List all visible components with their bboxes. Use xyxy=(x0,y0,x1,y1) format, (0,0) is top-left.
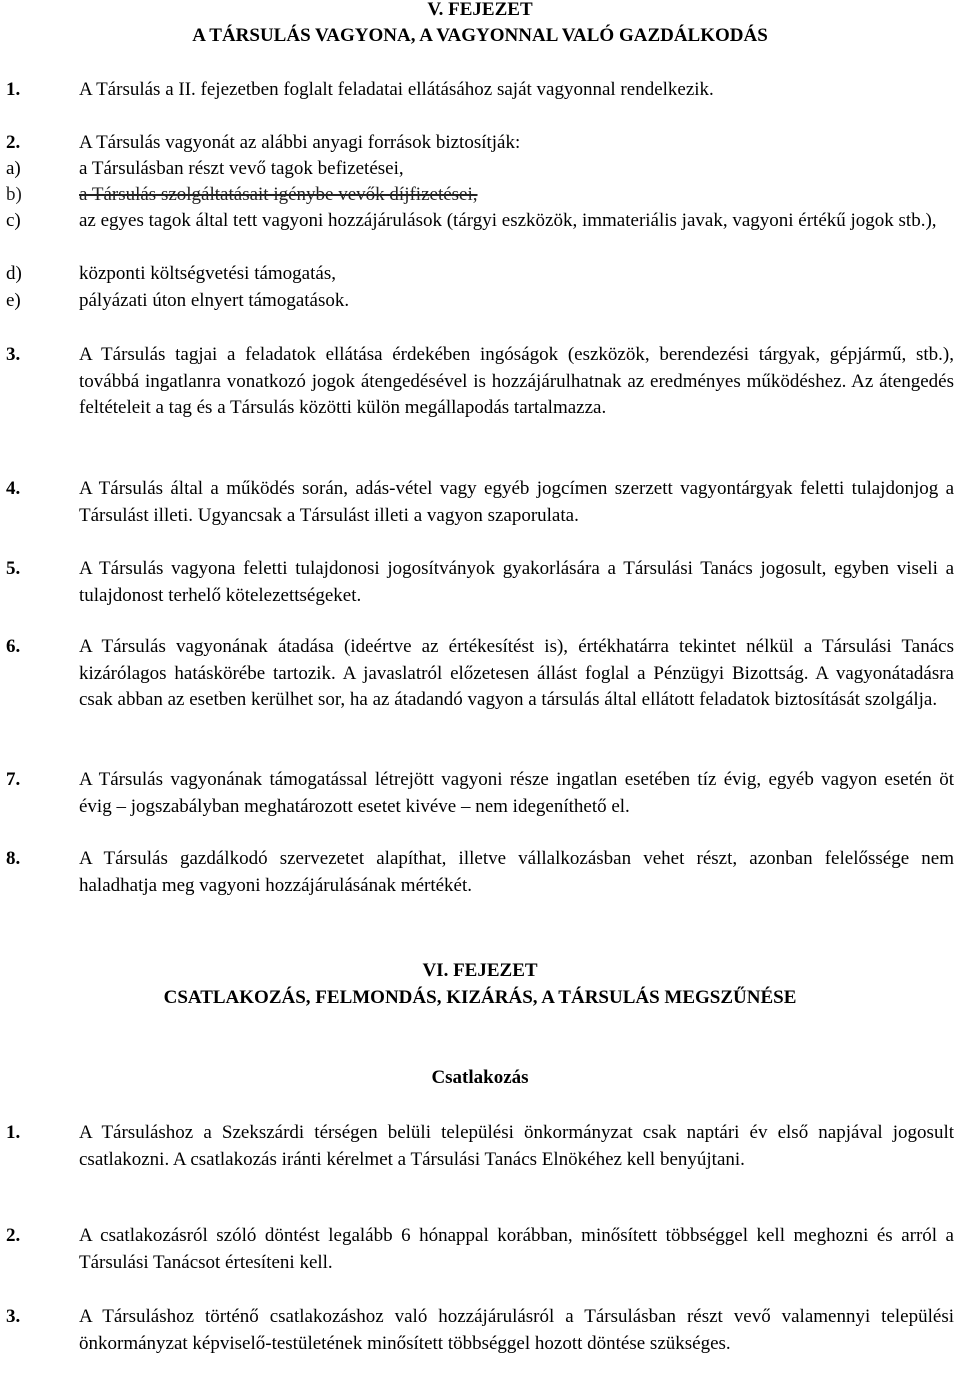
list-item-e xyxy=(6,288,954,315)
paragraph-text: A Társuláshoz a Szekszárdi térségen belüli települési önkormányzat csak naptári év első napjával jogosult csatlakozni. A csatlakozás iránti kérelmet a Társulási Tanács Elnökéhez kell benyújtani. xyxy=(79,1122,954,1170)
paragraph-number: 3. xyxy=(6,1306,21,1327)
paragraph-text: A Társulás vagyonát az alábbi anyagi források biztosítják: xyxy=(79,132,521,153)
section-heading: Csatlakozás xyxy=(431,1067,529,1088)
list-label: e) xyxy=(6,290,21,311)
paragraph-text: A Társulás vagyona feletti tulajdonosi jogosítványok gyakorlására a Társulási Tanács jogosult, egyben viseli a tulajdonost terhelő kötelezettségeket. xyxy=(79,558,954,606)
paragraph-text: A Társulás vagyonának átadása (ideértve az értékesítést is), értékhatárra tekintet nélkül a Társulási Tanács kizárólagos hatáskörébe tartozik. A javaslatról előzetesen állást foglal a Pénzügyi Bizottság. A vagyonátadásra csak abban az esetben kerülhet sor, ha az átadandó vagyon a társulás által ellátott feladatok biztosítását szolgálja. xyxy=(79,636,954,710)
ch5-paragraph-2 xyxy=(6,130,954,157)
paragraph-text: A Társulás által a működés során, adás-vétel vagy egyéb jogcímen szerzett vagyontárgyak feletti tulajdonjog a Társulást illeti. Ugyancsak a Társulást illeti a vagyon szaporulata. xyxy=(79,478,954,526)
list-item-c xyxy=(6,208,954,235)
ch6-paragraph-1 xyxy=(6,1120,954,1173)
paragraph-number: 1. xyxy=(6,1122,21,1143)
list-text: pályázati úton elnyert támogatások. xyxy=(79,290,350,311)
paragraph-text: A Társulás a II. fejezetben foglalt feladatai ellátásához saját vagyonnal rendelkezik. xyxy=(79,79,714,100)
paragraph-text: A Társuláshoz történő csatlakozáshoz való hozzájárulásról a Társulásban részt vevő valamennyi települési önkormányzat képviselő-testületének minősített többséggel hozott döntése szükséges. xyxy=(79,1306,954,1354)
paragraph-number: 6. xyxy=(6,636,21,657)
paragraph-text: A Társulás vagyonának támogatással létrejött vagyoni része ingatlan esetében tíz évig, egyéb vagyon esetén öt évig – jogszabályban meghatározott esetet kivéve – nem idegeníthető el. xyxy=(79,769,954,817)
chapter-6-subtitle: CSATLAKOZÁS, FELMONDÁS, KIZÁRÁS, A TÁRSULÁS MEGSZŰNÉSE xyxy=(163,987,797,1008)
list-text: az egyes tagok által tett vagyoni hozzájárulások (tárgyi eszközök, immateriális javak, vagyoni értékű jogok stb.), xyxy=(79,210,937,231)
list-item-a xyxy=(6,156,954,183)
ch5-paragraph-8 xyxy=(6,846,954,899)
ch5-paragraph-1 xyxy=(6,77,954,104)
ch5-paragraph-5 xyxy=(6,556,954,609)
paragraph-number: 7. xyxy=(6,769,21,790)
list-label: a) xyxy=(6,158,21,179)
paragraph-number: 4. xyxy=(6,478,21,499)
chapter-5-subtitle: A TÁRSULÁS VAGYONA, A VAGYONNAL VALÓ GAZDÁLKODÁS xyxy=(192,25,768,46)
paragraph-number: 5. xyxy=(6,558,21,579)
ch5-paragraph-6 xyxy=(6,634,954,714)
paragraph-number: 2. xyxy=(6,1225,21,1246)
list-text: a Társulás szolgáltatásait igénybe vevők díjfizetései, xyxy=(79,184,478,205)
ch6-paragraph-2 xyxy=(6,1223,954,1276)
ch6-paragraph-3 xyxy=(6,1304,954,1357)
chapter-6-title: VI. FEJEZET xyxy=(422,960,538,981)
list-label: c) xyxy=(6,210,21,231)
paragraph-text: A Társulás tagjai a feladatok ellátása érdekében ingóságok (eszközök, berendezési tárgyak, gépjármű, stb.), továbbá ingatlanra vonatkozó jogok átengedésével is hozzájárulhatnak az eredményes működéshez. Az átengedés feltételeit a tag és a Társulás közötti külön megállapodás tartalmazza. xyxy=(79,344,954,418)
paragraph-number: 1. xyxy=(6,79,21,100)
paragraph-number: 2. xyxy=(6,132,21,153)
list-item-b-struck xyxy=(6,182,954,209)
paragraph-text: A Társulás gazdálkodó szervezetet alapíthat, illetve vállalkozásban vehet részt, azonban felelőssége nem haladhatja meg vagyoni hozzájárulásának mértékét. xyxy=(79,848,954,896)
ch5-paragraph-3 xyxy=(6,342,954,422)
paragraph-number: 3. xyxy=(6,344,21,365)
list-text: a Társulásban részt vevő tagok befizetései, xyxy=(79,158,404,179)
list-text: központi költségvetési támogatás, xyxy=(79,263,336,284)
paragraph-number: 8. xyxy=(6,848,21,869)
list-label: d) xyxy=(6,263,22,284)
list-label: b) xyxy=(6,184,22,205)
ch5-paragraph-7 xyxy=(6,767,954,820)
ch5-paragraph-4 xyxy=(6,476,954,529)
paragraph-text: A csatlakozásról szóló döntést legalább 6 hónappal korábban, minősített többséggel kell meghozni és arról a Társulási Tanácsot értesíteni kell. xyxy=(79,1225,954,1273)
list-item-d xyxy=(6,261,954,288)
chapter-5-title: V. FEJEZET xyxy=(427,0,533,20)
